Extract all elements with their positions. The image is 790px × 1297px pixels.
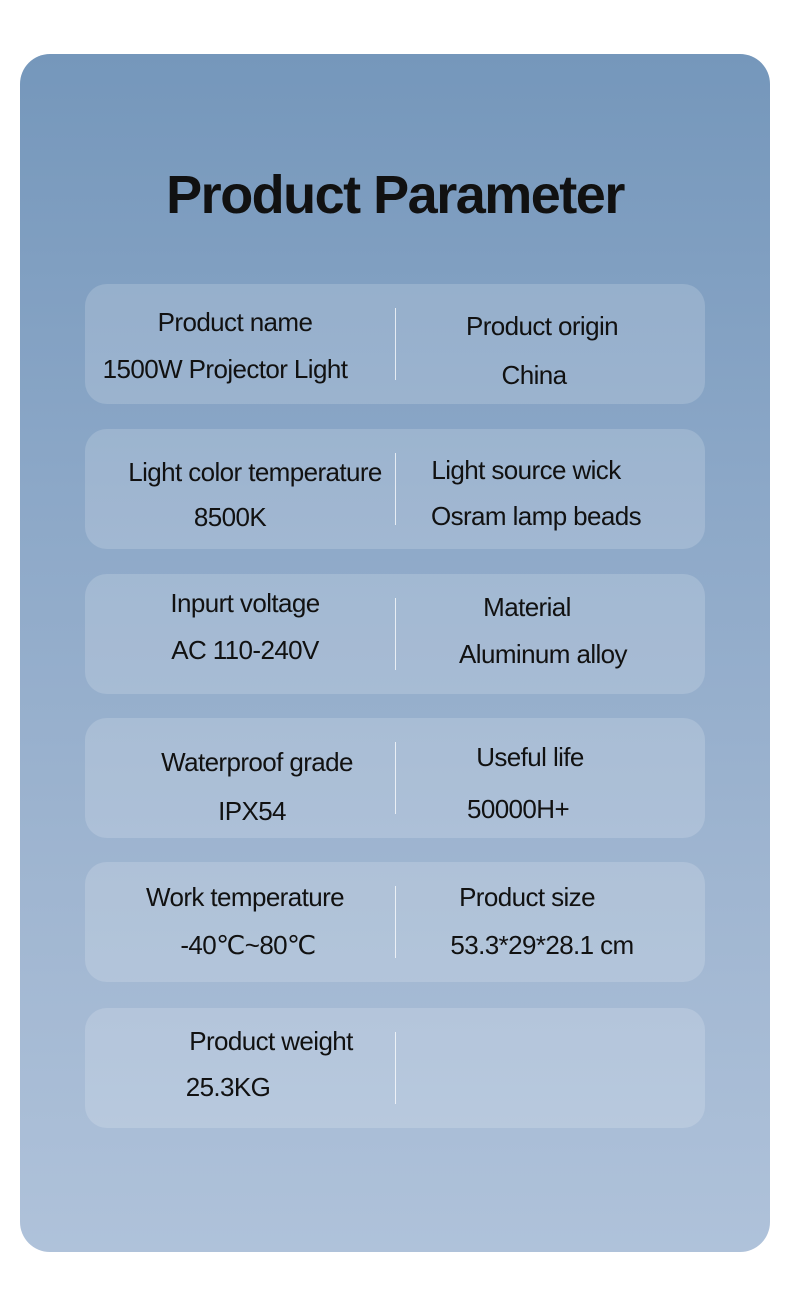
parameter-cell-waterproof-grade xyxy=(85,718,395,838)
parameter-value: 8500K xyxy=(193,502,267,532)
parameter-label: Light color temperature xyxy=(128,457,382,487)
parameter-row-4 xyxy=(85,718,705,838)
parameter-label: Product origin xyxy=(465,311,619,341)
parameter-value: 1500W Projector Light xyxy=(102,354,348,384)
parameter-row-5 xyxy=(85,862,705,982)
parameter-row-3 xyxy=(85,574,705,694)
parameter-cell-product-weight xyxy=(85,1008,395,1128)
parameter-label: Product size xyxy=(459,882,595,912)
parameter-label: Useful life xyxy=(476,742,584,772)
parameter-label: Light source wick xyxy=(431,455,621,485)
parameter-cell-product-name xyxy=(85,284,395,404)
parameter-label: Product name xyxy=(157,307,313,337)
parameter-value: 53.3*29*28.1 cm xyxy=(450,930,634,960)
parameter-label: Product weight xyxy=(189,1026,353,1056)
parameter-row-6 xyxy=(85,1008,705,1128)
parameter-value: IPX54 xyxy=(218,796,286,826)
page-title: Product Parameter xyxy=(166,165,624,225)
parameter-row-2 xyxy=(85,429,705,549)
parameter-card xyxy=(20,54,770,1252)
parameter-cell-input-voltage xyxy=(85,574,395,694)
parameter-cell-product-size xyxy=(395,862,705,982)
parameter-row-1 xyxy=(85,284,705,404)
parameter-value: Osram lamp beads xyxy=(430,501,642,531)
parameter-cell-empty xyxy=(395,1008,705,1128)
parameter-value: AC 110-240V xyxy=(171,635,319,665)
parameter-cell-work-temperature xyxy=(85,862,395,982)
parameter-cell-light-color-temperature xyxy=(85,429,395,549)
parameter-value: 50000H+ xyxy=(466,794,570,824)
parameter-value: Aluminum alloy xyxy=(459,639,627,669)
parameter-label: Waterproof grade xyxy=(161,747,353,777)
parameter-cell-light-source-wick xyxy=(395,429,705,549)
parameter-value: 25.3KG xyxy=(185,1072,271,1102)
parameter-value: -40℃~80℃ xyxy=(180,930,316,960)
parameter-value: China xyxy=(501,360,567,390)
parameter-cell-product-origin xyxy=(395,284,705,404)
parameter-label: Material xyxy=(483,592,571,622)
parameter-label: Work temperature xyxy=(146,882,344,912)
parameter-cell-useful-life xyxy=(395,718,705,838)
parameter-cell-material xyxy=(395,574,705,694)
parameter-label: Inpurt voltage xyxy=(170,588,320,618)
